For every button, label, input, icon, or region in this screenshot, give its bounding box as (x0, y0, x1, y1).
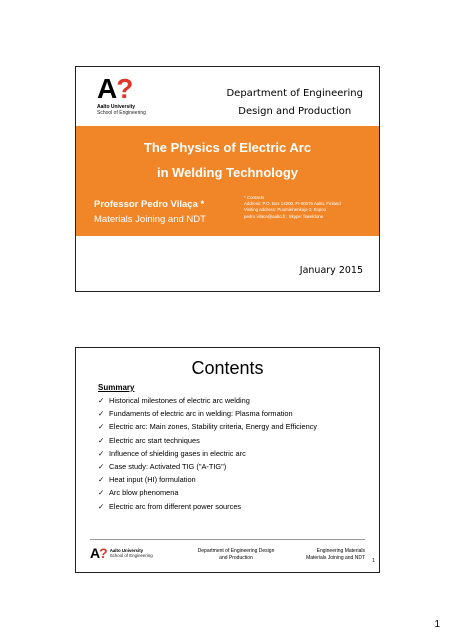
contents-slide (75, 347, 380, 573)
list-item: ✓ Influence of shielding gases in electric arc (98, 448, 246, 458)
author-affiliation: Materials Joining and NDT (94, 214, 206, 225)
list-item: ✓ Arc blow phenomena (98, 488, 179, 498)
contact-line: Address: P.O. Box 14200, FI-00076 Aalto, Finland (244, 201, 341, 207)
title-banner (76, 126, 379, 236)
list-item: ✓ Case study: Activated TIG ("A-TIG") (98, 462, 227, 472)
footer-unit: Engineering Materials Materials Joining and NDT (306, 548, 365, 561)
page-number: 1 (434, 619, 440, 630)
contents-list (98, 394, 317, 513)
list-item: ✓ Electric arc start techniques (98, 435, 200, 445)
list-item: ✓ Fundaments of electric arc in welding: Plasma formation (98, 409, 293, 419)
footer-divider (90, 539, 365, 540)
checkmark-icon: ✓ (98, 501, 105, 511)
aalto-logo-mark: A? (90, 545, 107, 561)
aalto-logo-mark: A? (97, 73, 133, 104)
list-item: ✓ Electric arc from different power sources (98, 501, 242, 511)
checkmark-icon: ✓ (98, 462, 105, 472)
department-line-2: Design and Production (238, 106, 352, 117)
department-heading (226, 85, 363, 121)
aalto-logo (97, 75, 146, 116)
footer-aalto-logo (90, 546, 153, 560)
logo-school-name: School of Engineering (97, 110, 146, 116)
logo-school-name: School of Engineering (109, 553, 153, 558)
contact-info (244, 195, 341, 220)
checkmark-icon: ✓ (98, 435, 105, 445)
slide-number: 1 (372, 558, 375, 564)
logo-university-name: Aalto University (97, 104, 136, 110)
title-slide (75, 66, 380, 292)
author-name: Professor Pedro Vilaça * (94, 199, 205, 210)
checkmark-icon: ✓ (98, 448, 105, 458)
contact-line: * Contacts (244, 195, 265, 200)
checkmark-icon: ✓ (98, 409, 105, 419)
logo-university-name: Aalto University (109, 548, 144, 553)
checkmark-icon: ✓ (98, 475, 105, 485)
checkmark-icon: ✓ (98, 488, 105, 498)
department-line-1: Department of Engineering (226, 88, 363, 99)
slide-title: Contents (191, 358, 264, 378)
presentation-date: January 2015 (299, 265, 363, 276)
checkmark-icon: ✓ (98, 422, 105, 432)
contact-line: Visiting address: Puumiehenkuja 3, Espoo (244, 207, 327, 213)
presentation-title-line-1: The Physics of Electric Arc (143, 140, 312, 155)
list-item: ✓ Historical milestones of electric arc welding (98, 396, 250, 406)
footer-department: Department of Engineering Design and Production (197, 548, 275, 561)
contact-line: pedro.vilaca@aalto.fi ; Skype: fsweldone (244, 213, 324, 219)
checkmark-icon: ✓ (98, 396, 105, 406)
presentation-title-line-2: in Welding Technology (156, 165, 299, 180)
list-item: ✓ Heat input (HI) formulation (98, 475, 196, 485)
summary-heading: Summary (98, 383, 135, 392)
list-item: ✓ Electric arc: Main zones, Stability criteria, Energy and Efficiency (98, 422, 318, 432)
